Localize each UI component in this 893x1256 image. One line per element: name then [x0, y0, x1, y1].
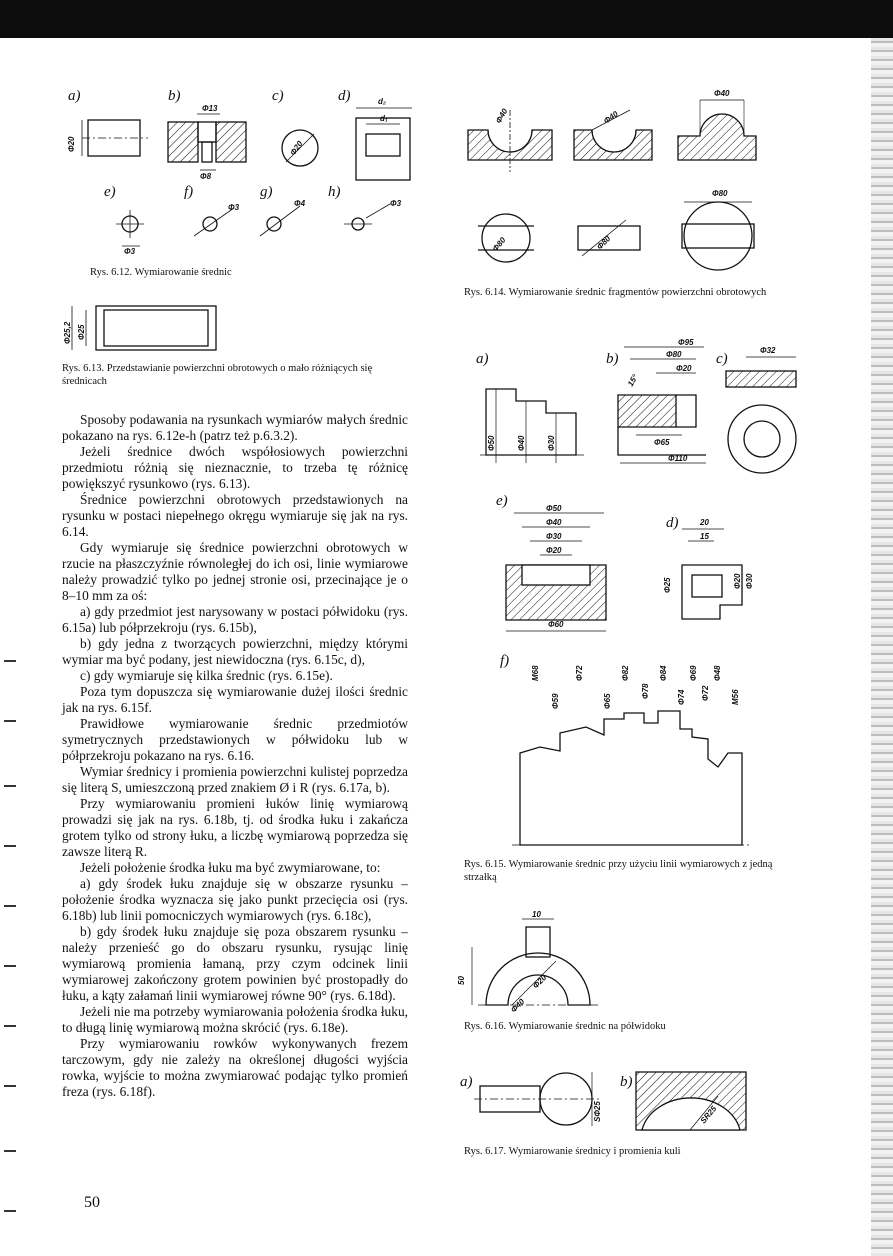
dim-f: Φ3	[228, 203, 240, 212]
dim-17-2: SR25	[698, 1104, 719, 1126]
dim-15f: Φ78	[641, 683, 650, 699]
label-15-b: b)	[606, 351, 619, 367]
dim-14-d: Φ80	[490, 235, 508, 254]
paragraph: Przy wymiarowaniu promieni łuków linię wymiarową prowadzi się jak na rys. 6.18b, tj. od środka łuku i zakańcza grotem tylko od strony łuku, a liczbę wymiarową poprzedza się zawsze literą R.	[62, 796, 408, 859]
dim-14-a: Φ40	[493, 107, 510, 125]
dim-15b-3: Φ20	[676, 364, 692, 373]
label-17-b: b)	[620, 1074, 633, 1090]
body-text	[62, 412, 408, 1100]
dim-b1: Φ13	[202, 104, 218, 113]
label-15-a: a)	[476, 351, 489, 367]
scan-right-edge	[871, 38, 893, 1256]
label-a: a)	[68, 88, 81, 104]
dim-16-4: Φ40	[509, 997, 527, 1015]
paragraph: Jeżeli nie ma potrzeby wymiarowania położenia środka łuku, to długą linię wymiarową można skrócić (rys. 6.18e).	[62, 1004, 408, 1035]
dim-15d-4: Φ20	[733, 573, 742, 589]
caption-6-14: Rys. 6.14. Wymiarowanie średnic fragmentów powierzchni obrotowych	[464, 287, 767, 298]
dim-15f: Φ82	[621, 665, 630, 681]
dim-15f: Φ84	[659, 665, 668, 681]
dim-15f: Φ65	[603, 693, 612, 709]
label-e: e)	[104, 184, 116, 200]
dim-15f: Φ69	[689, 665, 698, 681]
dim-15f: Φ72	[701, 685, 710, 701]
dim-14-c: Φ40	[714, 89, 730, 98]
dim-a: Φ20	[67, 136, 76, 152]
scan-top-bar	[0, 0, 893, 38]
dim-15f: Φ48	[713, 665, 722, 681]
label-15-d: d)	[666, 515, 679, 531]
dim-16-3: Φ20	[531, 973, 549, 991]
label-17-a: a)	[460, 1074, 473, 1090]
label-b: b)	[168, 88, 181, 104]
list-item: c) gdy wymiaruje się kilka średnic (rys. 6.15e).	[80, 668, 333, 683]
label-15-e: e)	[496, 493, 508, 509]
dim-e: Φ3	[124, 247, 136, 256]
dim-14-b: Φ40	[601, 109, 620, 126]
page-number: 50	[84, 1194, 100, 1211]
dim-6-13-b: Φ25	[77, 324, 86, 340]
dim-15e-4: Φ20	[546, 546, 562, 555]
label-h: h)	[328, 184, 341, 200]
label-15-f: f)	[500, 653, 510, 669]
dim-15c: Φ32	[760, 346, 776, 355]
paragraph: Sposoby podawania na rysunkach wymiarów małych średnic pokazano na rys. 6.12e-h (patrz też p.6.3.2).	[62, 412, 408, 443]
paragraph: Gdy wymiaruje się średnice powierzchni obrotowych w rzucie na płaszczyźnie równoległej do ich osi, linie wymiarowe należy prowadzić tylko po jednej stronie osi, przecinające je o 8–10 mm za oś:	[62, 540, 408, 603]
dim-15d-3: Φ25	[663, 577, 672, 593]
dim-15f: M56	[731, 689, 740, 705]
paragraph: Średnice powierzchni obrotowych przedstawionych na rysunku w postaci niepełnego okręgu wymiaruje się jak na rys. 6.14.	[62, 492, 408, 539]
dim-14-f: Φ80	[712, 189, 728, 198]
list-item: b) gdy jedna z tworzących powierzchni, między którymi wymiar ma być podany, jest niewidoczna (rys. 6.15c, d),	[62, 636, 408, 667]
dim-17-1: SΦ25	[593, 1101, 602, 1122]
dim-14-e: Φ80	[595, 234, 613, 252]
dim-d1: d₁	[380, 114, 388, 123]
figure-6-16	[456, 905, 676, 1015]
dim-15b-6: 15°	[625, 373, 640, 388]
caption-6-16: Rys. 6.16. Wymiarowanie średnic na półwidoku	[464, 1021, 666, 1032]
dim-15b-2: Φ80	[666, 350, 682, 359]
figure-6-17	[456, 1060, 756, 1140]
paragraph: Jeżeli średnice dwóch współosiowych powierzchni przedmiotu różnią się nieznacznie, to trzeba tę różnicę powiększyć rysunkowo (rys. 6.13).	[62, 444, 408, 491]
dim-g: Φ4	[294, 199, 306, 208]
dim-15a-1: Φ50	[487, 435, 496, 451]
dim-15f: Φ72	[575, 665, 584, 681]
dim-15e-5: Φ60	[548, 620, 564, 629]
dim-15e-1: Φ50	[546, 504, 562, 513]
dim-15a-3: Φ30	[547, 435, 556, 451]
dim-15d-1: 20	[700, 518, 709, 527]
caption-6-15: Rys. 6.15. Wymiarowanie średnic przy użyciu linii wymiarowych z jedną strzałką	[464, 859, 773, 883]
paragraph: Jeżeli położenie środka łuku ma być zwymiarowane, to:	[80, 860, 381, 875]
dim-d2: d₂	[378, 97, 386, 106]
paragraph: Prawidłowe wymiarowanie średnic przedmiotów symetrycznych przedstawionych w półwidoku lub w półprzekroju pokazano na rys. 6.16.	[62, 716, 408, 763]
paragraph: Przy wymiarowaniu rowków wykonywanych frezem tarczowym, gdy nie zależy na określonej długości wyjścia rowka, wyjście to można zwymiarować podając tylko promień freza (rys. 6.18f).	[62, 1036, 408, 1099]
dim-15b-1: Φ95	[678, 338, 694, 347]
dim-6-13-a: Φ25,2	[63, 321, 72, 344]
dim-15b-5: Φ110	[668, 454, 688, 463]
dim-16-2: 50	[457, 976, 466, 985]
caption-6-17: Rys. 6.17. Wymiarowanie średnicy i promienia kuli	[464, 1146, 681, 1157]
figure-6-14	[456, 80, 866, 280]
list-item: b) gdy środek łuku znajduje się poza obszarem rysunku – należy przenieść go do obszaru rysunku, rysując linię wymiarową promienia łamaną, przy czym odcinek linii wymiarowej zakończony grotem powinien być prostopadły do łuku, a kąty załamań linii wymiarowej równe 90° (rys. 6.18d).	[62, 924, 408, 1003]
dim-15f: Φ59	[551, 693, 560, 709]
figure-6-15	[456, 335, 866, 855]
dim-15a-2: Φ40	[517, 435, 526, 451]
caption-6-13: Rys. 6.13. Przedstawianie powierzchni obrotowych o mało różniących się średnicach	[62, 363, 373, 387]
dim-15d-2: 15	[700, 532, 709, 541]
label-d: d)	[338, 88, 351, 104]
list-item: a) gdy przedmiot jest narysowany w postaci półwidoku (rys. 6.15a) lub półprzekroju (rys. 6.15b),	[62, 604, 408, 635]
figure-6-12	[60, 78, 430, 263]
paragraph: Poza tym dopuszcza się wymiarowanie dużej ilości średnic jak na rys. 6.15f.	[62, 684, 408, 715]
label-g: g)	[260, 184, 273, 200]
label-f: f)	[184, 184, 194, 200]
figure-6-13	[64, 300, 224, 360]
fig-6-15f-dims	[531, 665, 740, 709]
dim-15b-4: Φ65	[654, 438, 670, 447]
dim-15d-5: Φ30	[745, 573, 754, 589]
dim-h: Φ3	[390, 199, 402, 208]
dim-15e-3: Φ30	[546, 532, 562, 541]
list-item: a) gdy środek łuku znajduje się w obszarze rysunku – położenie środka wyznacza się jako punkt przecięcia osi (rys. 6.18b) lub linii pomocniczych wymiarowych (rys. 6.18c),	[62, 876, 408, 923]
dim-15f: Φ74	[677, 689, 686, 705]
caption-6-12: Rys. 6.12. Wymiarowanie średnic	[90, 267, 232, 278]
paragraph: Wymiar średnicy i promienia powierzchni kulistej poprzedza się literą S, umieszczoną przed znakiem Ø i R (rys. 6.17a, b).	[62, 764, 408, 795]
dim-15f: M68	[531, 665, 540, 681]
label-c: c)	[272, 88, 284, 104]
dim-16-1: 10	[532, 910, 541, 919]
dim-c: Φ20	[288, 139, 305, 158]
label-15-c: c)	[716, 351, 728, 367]
dim-15e-2: Φ40	[546, 518, 562, 527]
dim-b2: Φ8	[200, 172, 212, 181]
